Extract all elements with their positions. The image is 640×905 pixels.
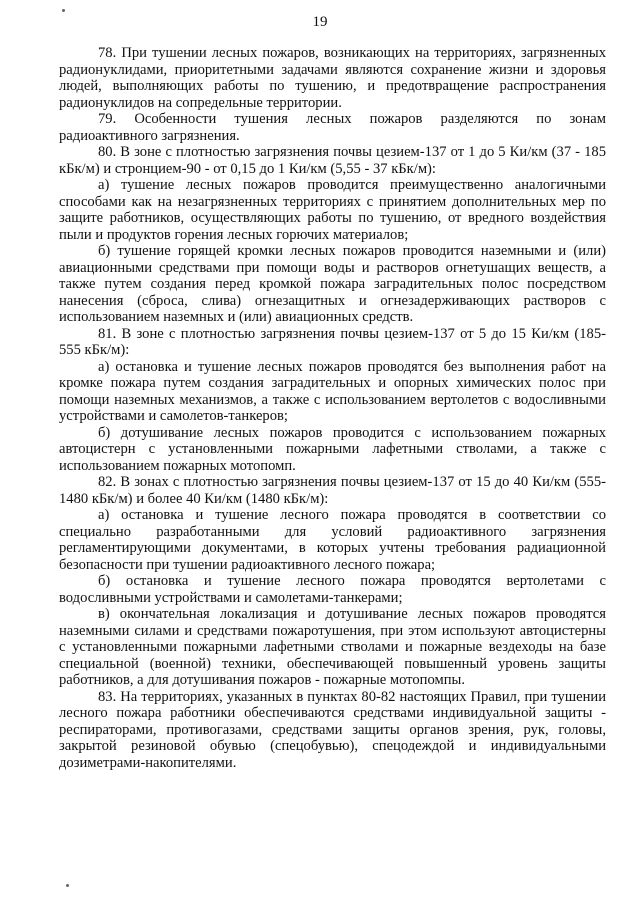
paragraph-82-c: в) окончательная локализация и дотушивание лесных пожаров проводятся наземными силами и средствами пожаротушения, при этом используют автоцистерны с установленными пожарными лафетными стволами и пожарные вездеходы на базе специальной (военной) техники, обеспечивающей повышенный уровень защиты работников, а для дотушивания пожаров - пожарные мотопомпы. — [59, 606, 606, 688]
paragraph-80: 80. В зоне с плотностью загрязнения почвы цезием-137 от 1 до 5 Ки/км (37 - 185 кБк/м) и стронцием-90 - от 0,15 до 1 Ки/км (5,55 - 37 кБк/м): — [59, 144, 606, 177]
paragraph-80-b: б) тушение горящей кромки лесных пожаров проводится наземными и (или) авиационными средствами при помощи воды и растворов огнетушащих веществ, а также путем создания перед кромкой пожара заградительных полос посредством нанесения (сброса, слива) огнезащитных и огнезадерживающих растворов с использованием наземных и (или) авиационных средств. — [59, 243, 606, 325]
paragraph-82-a: а) остановка и тушение лесного пожара проводятся в соответствии со специально разработанными для условий радиоактивного загрязнения регламентирующими документами, в которых учтены требования радиационной безопасности при тушении радиоактивного лесного пожара; — [59, 507, 606, 573]
paragraph-82: 82. В зонах с плотностью загрязнения почвы цезием-137 от 15 до 40 Ки/км (555-1480 кБк/м) и более 40 Ки/км (1480 кБк/м): — [59, 474, 606, 507]
paragraph-82-b: б) остановка и тушение лесного пожара проводятся вертолетами с водосливными устройствами и самолетами-танкерами; — [59, 573, 606, 606]
paragraph-81-a: а) остановка и тушение лесных пожаров проводятся без выполнения работ на кромке пожара путем создания заградительных и опорных химических полос при помощи наземных механизмов, а также с использованием вертолетов с водосливными устройствами и самолетов-танкеров; — [59, 358, 606, 424]
paragraph-83: 83. На территориях, указанных в пунктах 80-82 настоящих Правил, при тушении лесного пожара работники обеспечиваются средствами индивидуальной защиты - респираторами, противогазами, средствами защиты органов зрения, рук, головы, закрытой резиновой обувью (спецобувью), спецодеждой и индивидуальными дозиметрами-накопителями. — [59, 688, 606, 771]
scan-speck — [66, 884, 69, 887]
paragraph-81-b: б) дотушивание лесных пожаров проводится с использованием пожарных автоцистерн с установленными пожарными лафетными стволами, а также с использованием пожарных мотопомп. — [59, 424, 606, 474]
paragraph-81: 81. В зоне с плотностью загрязнения почвы цезием-137 от 5 до 15 Ки/км (185-555 кБк/м): — [59, 325, 606, 358]
paragraph-80-a: а) тушение лесных пожаров проводится преимущественно аналогичными способами как на незагрязненных территориях с принятием дополнительных мер по защите работников, осуществляющих работы по тушению, от вредного воздействия пыли и продуктов горения лесных горючих материалов; — [59, 177, 606, 243]
paragraph-79: 79. Особенности тушения лесных пожаров разделяются по зонам радиоактивного загрязнения. — [59, 111, 606, 144]
scan-speck — [62, 9, 65, 12]
page-number: 19 — [312, 14, 328, 30]
document-body — [59, 45, 606, 771]
paragraph-78: 78. При тушении лесных пожаров, возникающих на территориях, загрязненных радионуклидами, приоритетными задачами являются сохранение жизни и здоровья людей, выполняющих работы по тушению, и предотвращение распространения радионуклидов на сопредельные территории. — [59, 45, 606, 111]
